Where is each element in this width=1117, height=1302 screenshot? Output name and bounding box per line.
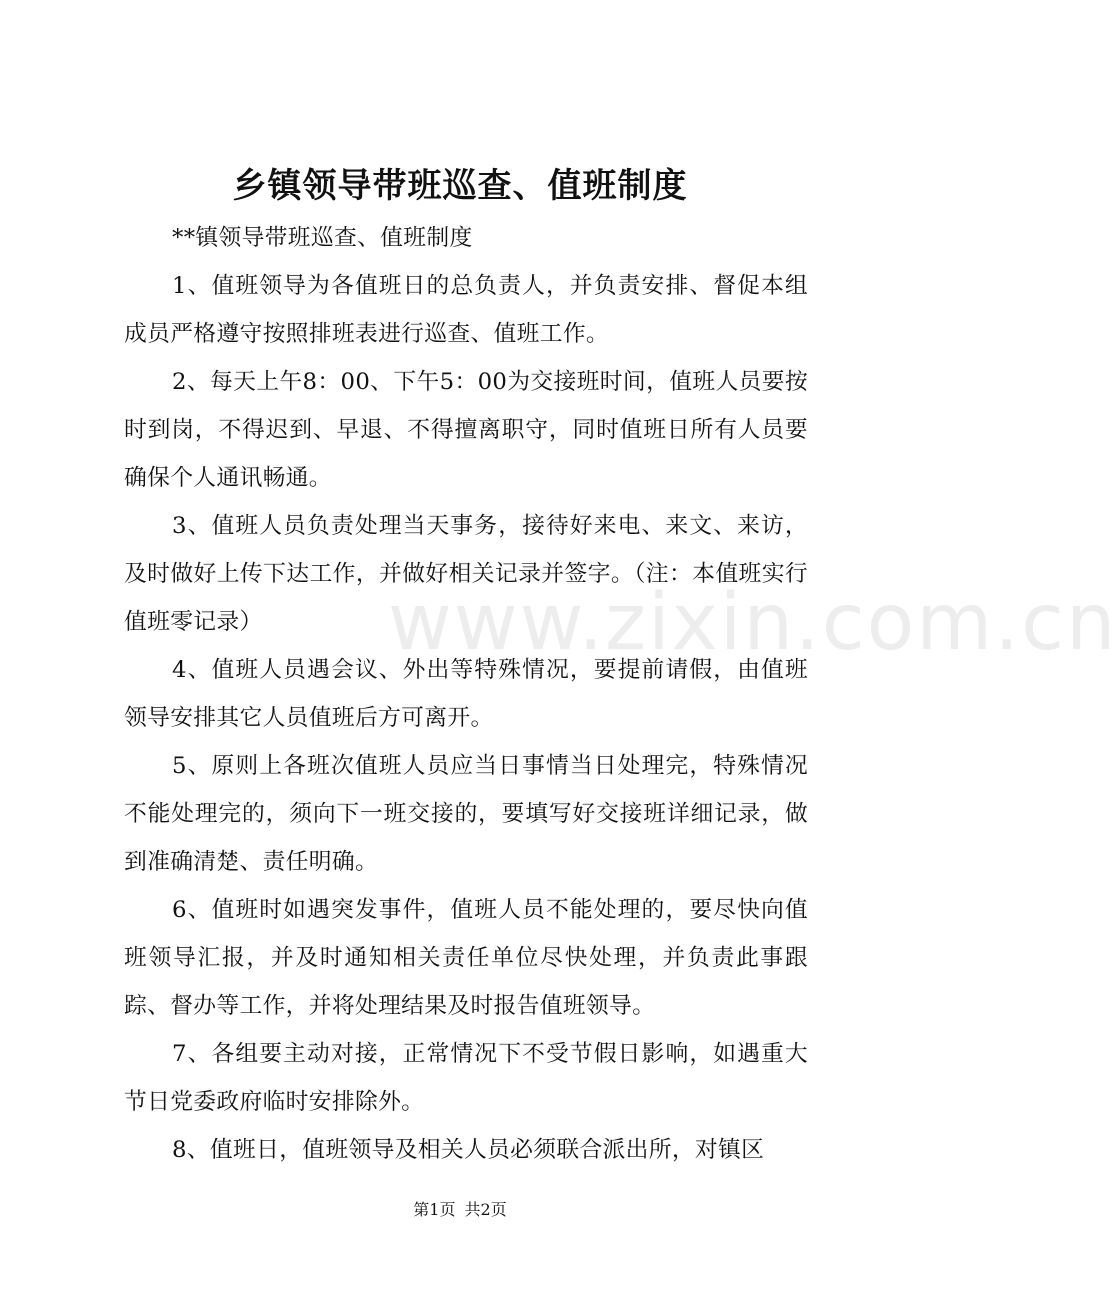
paragraph-5: 5、原则上各班次值班人员应当日事情当日处理完，特殊情况不能处理完的，须向下一班交接的，要填写好交接班详细记录，做到准确清楚、责任明确。 xyxy=(124,753,808,875)
page-total: 共2页 xyxy=(464,1200,507,1219)
paragraph-1: 1、值班领导为各值班日的总负责人，并负责安排、督促本组成员严格遵守按照排班表进行巡查、值班工作。 xyxy=(124,273,808,347)
document-body xyxy=(124,214,808,1174)
paragraph-7: 7、各组要主动对接，正常情况下不受节假日影响，如遇重大节日党委政府临时安排除外。 xyxy=(124,1041,808,1115)
page-number: 第1页 xyxy=(413,1200,456,1219)
document-subtitle: **镇领导带班巡查、值班制度 xyxy=(172,225,473,251)
document-title: 乡镇领导带班巡查、值班制度 xyxy=(232,166,688,206)
paragraph-2: 2、每天上午8：00、下午5：00为交接班时间，值班人员要按时到岗，不得迟到、早退、不得擅离职守，同时值班日所有人员要确保个人通讯畅通。 xyxy=(124,369,808,491)
page-footer xyxy=(0,1196,920,1224)
paragraph-8: 8、值班日，值班领导及相关人员必须联合派出所，对镇区 xyxy=(172,1137,765,1163)
paragraph-6: 6、值班时如遇突发事件，值班人员不能处理的，要尽快向值班领导汇报，并及时通知相关责任单位尽快处理，并负责此事跟踪、督办等工作，并将处理结果及时报告值班领导。 xyxy=(124,897,808,1019)
paragraph-3: 3、值班人员负责处理当天事务，接待好来电、来文、来访，及时做好上传下达工作，并做好相关记录并签字。（注：本值班实行值班零记录） xyxy=(124,513,808,635)
paragraph-4: 4、值班人员遇会议、外出等特殊情况，要提前请假，由值班领导安排其它人员值班后方可离开。 xyxy=(124,657,808,731)
watermark: www.zixin.com.cn xyxy=(388,578,1117,668)
